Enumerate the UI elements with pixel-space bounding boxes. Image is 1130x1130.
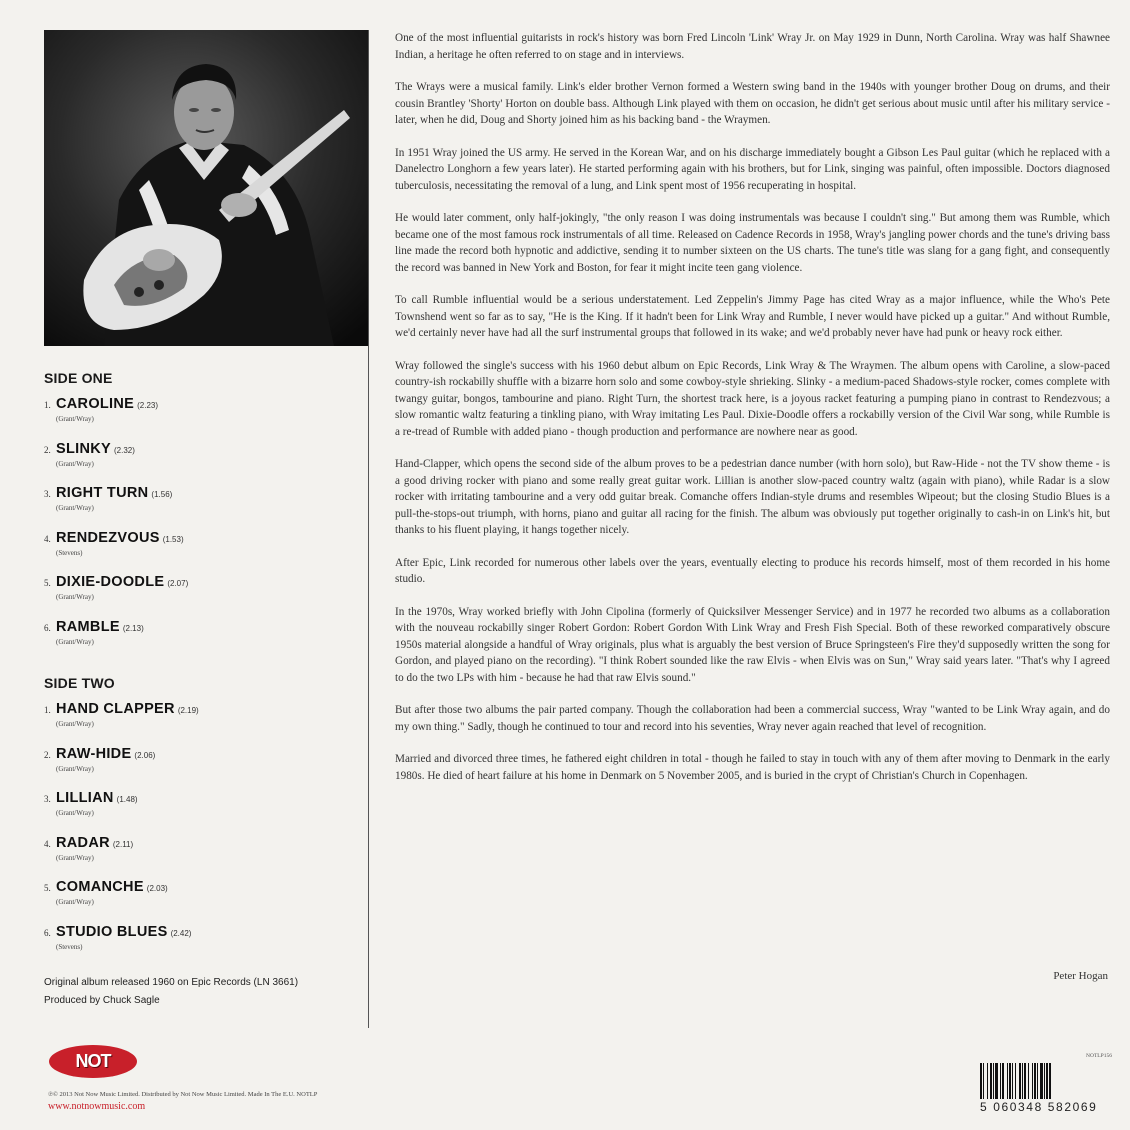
- track-credit: (Grant/Wray): [56, 593, 94, 601]
- track-credit: (Grant/Wray): [56, 415, 94, 423]
- liner-paragraph: In 1951 Wray joined the US army. He served in the Korean War, and on his discharge immediately bought a Gibson Les Paul guitar (which he replaced with a Danelectro Longhorn a few years later). He started performing again with his brothers, but for Link, singing was painful, often impossible. Doctors diagnosed tuberculosis, necessitating the removal of a lung, and Link spent most of 1956 recuperating in hospital.: [395, 146, 1110, 192]
- column-divider: [368, 30, 369, 1028]
- track-duration: (2.13): [122, 623, 144, 633]
- track-title: [56, 619, 144, 635]
- track-title: [56, 790, 138, 806]
- track-credit: (Grant/Wray): [56, 720, 94, 728]
- track-item: [44, 396, 364, 441]
- liner-paragraph: After Epic, Link recorded for numerous other labels over the years, eventually electing to produce his records himself, most of them recorded in his home studio.: [395, 556, 1110, 585]
- track-title-text: DIXIE-DOODLE: [56, 574, 165, 590]
- author-signature: Peter Hogan: [1053, 970, 1108, 982]
- track-title-text: RENDEZVOUS: [56, 529, 160, 546]
- track-title: [56, 530, 184, 546]
- track-title: [56, 835, 133, 851]
- track-title-text: SLINKY: [56, 440, 111, 457]
- liner-paragraph: Wray followed the single's success with his 1960 debut album on Epic Records, Link Wray & The Wraymen. The album opens with Caroline, a slow-paced country-ish rockabilly shuffle with a bizarre horn solo and some cowboy-style shrieking. Slinky - a medium-paced Shadows-style rocker, comes complete with twangy guitar, bongos, tambourine and piano. Right Turn, the shortest track here, is a joyous racket featuring a pumping piano in contrast to Rendezvous; a slow romantic waltz featuring a tinkling piano, with Wray imitating Les Paul. Dixie-Doodle offers a rockabilly version of the Civil War song, while Rumble is a re-tread of Rumble with added piano - though production and performance are nowhere near as good.: [395, 359, 1110, 438]
- track-duration: (2.06): [134, 750, 156, 760]
- track-number: 6.: [44, 927, 51, 938]
- track-title: [56, 396, 158, 412]
- record-label-logo: [49, 1045, 137, 1078]
- track-duration: (1.48): [116, 795, 138, 804]
- track-title: [56, 574, 188, 590]
- track-title-text: COMANCHE: [56, 879, 144, 895]
- track-number: 5.: [44, 578, 51, 588]
- track-number: 3.: [44, 794, 51, 804]
- side-one-heading: SIDE ONE: [44, 370, 113, 386]
- track-duration: (2.42): [170, 928, 192, 938]
- track-credit: (Grant/Wray): [56, 853, 94, 862]
- track-title-text: CAROLINE: [56, 396, 135, 412]
- side-two-tracklist: [44, 701, 364, 968]
- liner-paragraph: To call Rumble influential would be a serious understatement. Led Zeppelin's Jimmy Page has cited Wray as a major influence, while the Who's Pete Townshend went so far as to say, "He is the King. If it hadn't been for Link Wray and Rumble, I never would have picked up a guitar." And without Rumble, we'd certainly never have had all the surf instrumental groups that followed in its wake; and we'd probably never have had punk or heavy rock either.: [395, 294, 1110, 339]
- track-item: [44, 619, 364, 664]
- barcode-bars: [980, 1063, 1110, 1099]
- track-credit: (Grant/Wray): [56, 898, 94, 906]
- track-title-text: LILLIAN: [56, 790, 114, 806]
- track-title: [56, 879, 168, 895]
- track-credit: (Grant/Wray): [56, 809, 94, 817]
- track-item: [44, 485, 364, 530]
- artist-photo: [44, 30, 368, 346]
- track-title: [56, 441, 135, 457]
- track-number: 6.: [44, 622, 51, 633]
- barcode: [980, 1063, 1110, 1114]
- catalog-number: NOTLP156: [1086, 1053, 1112, 1059]
- track-title-text: RAW-HIDE: [56, 745, 132, 762]
- copyright-text: ℗© 2013 Not Now Music Limited. Distributed by Not Now Music Limited. Made In The E.U. NOTLP: [48, 1091, 318, 1098]
- track-duration: (1.53): [162, 534, 184, 544]
- track-number: 3.: [44, 489, 51, 499]
- barcode-bar: [1049, 1063, 1051, 1099]
- track-title: [56, 924, 191, 940]
- track-credit: (Stevens): [56, 548, 83, 557]
- track-duration: (2.07): [167, 579, 189, 588]
- track-credit: (Grant/Wray): [56, 764, 94, 773]
- track-duration: (2.23): [137, 401, 159, 410]
- track-title-text: RIGHT TURN: [56, 485, 149, 501]
- track-number: 4.: [44, 838, 51, 849]
- liner-paragraph: But after those two albums the pair parted company. Though the collaboration had been a commercial success, Wray "wanted to be Link Wray again, and do my own thing." Sadly, though he continued to tour and record into his seventies, Wray never again reached that level of recognition.: [395, 704, 1110, 733]
- track-title-text: HAND CLAPPER: [56, 701, 175, 717]
- track-title-text: RADAR: [56, 834, 110, 851]
- liner-paragraph: The Wrays were a musical family. Link's elder brother Vernon formed a Western swing band in the 1940s with younger brother Doug on drums, and their cousin Brantley 'Shorty' Horton on double bass. Although Link played with them on occasion, he didn't get serious about music until after his military service - later, when he did, Doug and Shorty joined him as his backing band - the Wraymen.: [395, 81, 1110, 126]
- track-duration: (2.11): [112, 839, 134, 849]
- track-duration: (2.32): [113, 445, 135, 455]
- liner-notes: [395, 30, 1110, 800]
- track-number: 5.: [44, 883, 51, 893]
- logo-text: NOT: [75, 1051, 111, 1071]
- track-item: [44, 879, 364, 924]
- liner-paragraph: Married and divorced three times, he fathered eight children in total - though he failed to stay in touch with any of them after moving to Denmark in the early 1980s. He died of heart failure at his home in Denmark on 5 November 2005, and is buried in the crypt of Christian's Church in Copenhagen.: [395, 753, 1110, 782]
- track-number: 2.: [44, 444, 51, 455]
- track-duration: (2.19): [177, 706, 199, 715]
- track-duration: (1.56): [151, 490, 173, 499]
- track-item: [44, 790, 364, 835]
- barcode-number: 5 060348 582069: [980, 1100, 1098, 1114]
- track-number: 1.: [44, 705, 51, 715]
- track-title: [56, 485, 172, 501]
- side-one-tracklist: [44, 396, 364, 663]
- track-number: 4.: [44, 533, 51, 544]
- side-two-heading: SIDE TWO: [44, 675, 115, 691]
- track-title-text: RAMBLE: [56, 618, 120, 635]
- track-item: [44, 441, 364, 486]
- track-title: [56, 701, 199, 717]
- album-notes: [44, 974, 364, 1010]
- tracklist-panel: [44, 370, 364, 968]
- track-title: [56, 746, 155, 762]
- track-number: 1.: [44, 400, 51, 410]
- track-credit: (Grant/Wray): [56, 504, 94, 512]
- track-duration: (2.03): [146, 884, 168, 893]
- track-item: [44, 746, 364, 791]
- track-number: 2.: [44, 749, 51, 760]
- liner-paragraph: He would later comment, only half-jokingly, "the only reason I was doing instrumentals was because I couldn't sing." But among them was Rumble, which became one of the most famous rock instrumentals of all time. Released on Cadence Records in 1958, Wray's jangling power chords and the tune's driving bass line made the record both hypnotic and addictive, sending it to number sixteen on the US charts. The tune's title was slang for a gang fight, and consequently the record was banned in New York and Boston, for fear it might incite teen gang violence.: [395, 212, 1110, 274]
- track-credit: (Grant/Wray): [56, 637, 94, 646]
- track-item: [44, 530, 364, 575]
- guitarist-photo-illustration: [44, 30, 368, 346]
- track-item: [44, 835, 364, 880]
- producer-note: Produced by Chuck Sagle: [44, 995, 160, 1006]
- track-credit: (Grant/Wray): [56, 459, 94, 468]
- track-title-text: STUDIO BLUES: [56, 923, 168, 940]
- release-note: Original album released 1960 on Epic Records (LN 3661): [44, 977, 299, 988]
- liner-paragraph: Hand-Clapper, which opens the second side of the album proves to be a pedestrian dance number (with horn solo), but Raw-Hide - not the TV show theme - is a good driving rocker with piano and some really great guitar work. Lillian is another slow-paced country waltz (again with piano), while Radar is a slow rocker with irritating tambourine and a very odd guitar break. Comanche offers Indian-style drums and resembles Wipeout; but the closing Studio Blues is a pull-the-stops-out triumph, with horns, piano and guitar all racing for the finish. The album was obviously put together originally to cash-in on Link's hit, but thanks to his fluent playing, it hangs together nicely.: [395, 458, 1110, 536]
- track-item: [44, 701, 364, 746]
- liner-paragraph: In the 1970s, Wray worked briefly with John Cipolina (formerly of Quicksilver Messenger Service) and in 1977 he recorded two albums as a collaboration with the nouveau rockabilly singer Robert Gordon: Robert Gordon With Link Wray and Fresh Fish Special. Both of these reworked comparatively obscure 1950s material alongside a handful of Wray originals, plus what is arguably the best version of Bruce Springsteen's Fire they'd supposedly written the song for Gordon, and played piano on the recording). "I think Robert sounded like the raw Elvis - when Elvis was on Sun," Wray said years later. "That's why I agreed to do the two LPs with him - because he had that raw Elvis sound.": [395, 605, 1110, 684]
- track-item: [44, 574, 364, 619]
- track-credit: (Stevens): [56, 942, 83, 951]
- liner-paragraph: One of the most influential guitarists in rock's history was born Fred Lincoln 'Link' Wray Jr. on May 1929 in Dunn, North Carolina. Wray was half Shawnee Indian, a heritage he often referred to on stage and in interviews.: [395, 32, 1110, 61]
- track-item: [44, 924, 364, 969]
- website-link[interactable]: www.notnowmusic.com: [48, 1101, 146, 1112]
